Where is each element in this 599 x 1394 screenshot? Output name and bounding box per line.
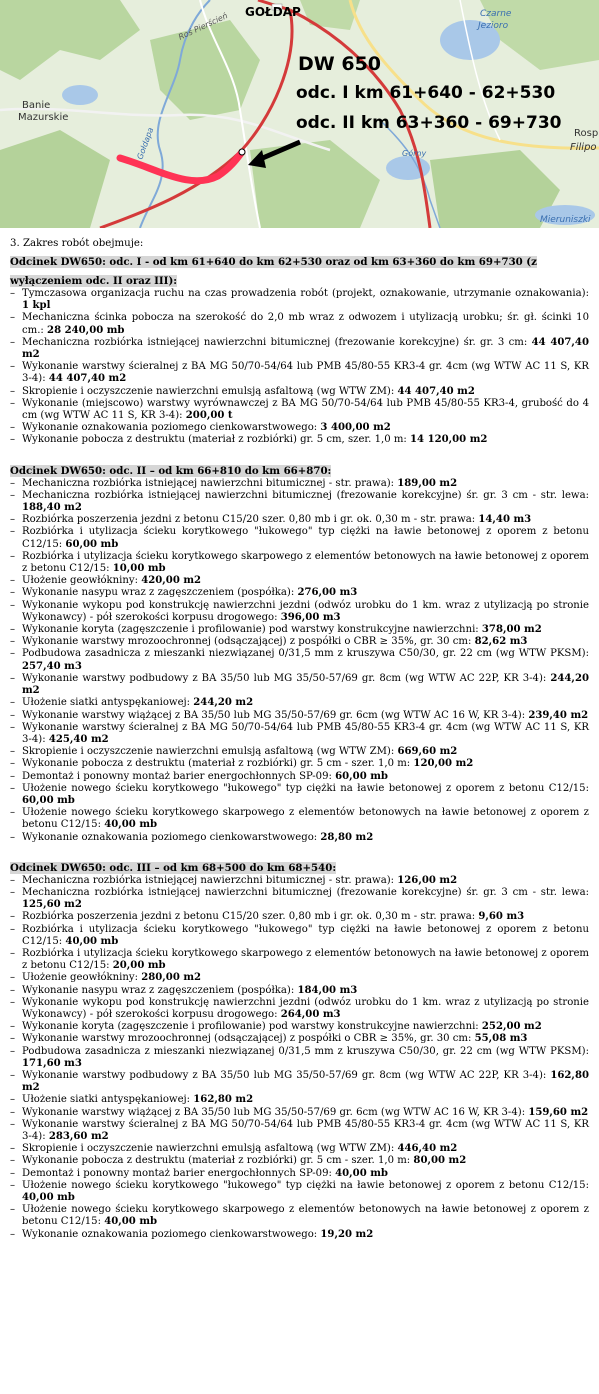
map-graphic — [0, 0, 599, 228]
work-item — [10, 600, 589, 624]
work-item-description: Wykonanie (miejscowo) warstwy wyrównawczej z BA MG 50/70-54/64 lub PMB 45/80-55 KR3-4, grubość do 4 cm (wg WTW AC 11 S, KR 3-4): — [22, 397, 589, 422]
work-item-quantity: 44 407,40 m2 — [22, 336, 589, 361]
work-item-description: Ułożenie nowego ścieku korytkowego "łukowego" typ ciężki na ławie betonowej z oporem z betonu C12/15: — [22, 782, 589, 794]
work-item-quantity: 28,80 m2 — [320, 831, 374, 843]
work-item-description: Wykonanie pobocza z destruktu (materiał z rozbiórki) gr. 5 cm - szer. 1,0 m: — [22, 758, 414, 770]
callout-section-2: odc. II km 63+360 - 69+730 — [296, 113, 562, 133]
work-item — [10, 526, 589, 550]
work-item — [10, 948, 589, 972]
section-title-wrap — [10, 856, 589, 875]
work-item-description: Wykonanie oznakowania poziomego cienkowarstwowego: — [22, 422, 321, 434]
work-item-description: Ułożenie nowego ścieku korytkowego skarpowego z elementów betonowych na ławie betonowej z oporem z betonu C12/15: — [22, 1204, 589, 1228]
work-item — [10, 911, 589, 923]
work-item-description: Mechaniczna rozbiórka istniejącej nawierzchni bitumicznej - str. prawa): — [22, 477, 398, 489]
work-item — [10, 648, 589, 672]
work-item — [10, 1094, 589, 1106]
work-item-description: Rozbiórka i utylizacja ścieku korytkowego skarpowego z elementów betonowych na ławie betonowej z oporem z betonu C12/15: — [22, 550, 589, 575]
work-item-quantity: 162,80 m2 — [22, 1069, 589, 1094]
work-item — [10, 1180, 589, 1204]
work-item-description: Wykonanie oznakowania poziomego cienkowarstwowego: — [22, 1228, 321, 1240]
work-item-quantity: 19,20 m2 — [320, 1228, 374, 1240]
work-item-quantity: 252,00 m2 — [481, 1021, 542, 1033]
map-label-jezioro: Jezioro — [478, 21, 509, 31]
work-item — [10, 722, 589, 746]
work-item-quantity: 200,00 t — [185, 410, 233, 422]
map-label-mieruniszki: Mieruniszki — [540, 215, 591, 225]
callout-road-name: DW 650 — [298, 53, 382, 75]
work-item-description: Ułożenie geowłókniny: — [22, 575, 142, 587]
work-item-quantity: 10,00 mb — [112, 563, 166, 575]
work-item-description: Wykonanie warstwy podbudowy z BA 35/50 lub MG 35/50-57/69 gr. 8cm (wg WTW AC 22P, KR 3-4): — [22, 1069, 551, 1081]
work-item — [10, 490, 589, 514]
work-item — [10, 710, 589, 722]
work-item-quantity: 239,40 m2 — [528, 709, 589, 721]
work-item — [10, 1229, 589, 1241]
work-item — [10, 807, 589, 831]
work-item-description: Wykonanie warstwy ścieralnej z BA MG 50/70-54/64 lub PMB 45/80-55 KR3-4 gr. 4cm (wg WTW AC 11 S, KR 3-4): — [22, 721, 589, 745]
scope-heading: 3. Zakres robót obejmuje: — [10, 238, 144, 249]
map-label-goldap: GOŁDAP — [245, 5, 301, 19]
work-item-description: Wykonanie koryta (zagęszczenie i profilowanie) pod warstwy konstrukcyjne nawierzchni: — [22, 624, 482, 636]
work-item-quantity: 80,00 m2 — [413, 1155, 467, 1167]
work-item — [10, 997, 589, 1021]
section-gap — [10, 844, 589, 856]
work-item — [10, 398, 589, 422]
sections-container — [10, 250, 589, 1241]
work-item-description: Wykonanie warstwy mrozoochronnej (odsączającej) z pospółki o CBR ≥ 35%, gr. 30 cm: — [22, 1033, 475, 1045]
work-item-description: Wykonanie warstwy wiążącej z BA 35/50 lub MG 35/50-57/69 gr. 6cm (wg WTW AC 16 W, KR 3-4): — [22, 1106, 529, 1118]
work-item-quantity: 126,00 m2 — [397, 874, 458, 886]
work-item-quantity: 283,60 m2 — [48, 1131, 109, 1142]
work-item-description: Ułożenie geowłókniny: — [22, 972, 142, 984]
work-item — [10, 386, 589, 398]
work-item-quantity: 44 407,40 m2 — [48, 373, 127, 385]
work-item — [10, 422, 589, 434]
work-item-description: Wykonanie warstwy mrozoochronnej (odsączającej) z pospółki o CBR ≥ 35%, gr. 30 cm: — [22, 636, 475, 648]
map-label-road: Roś Pierścień — [177, 11, 230, 42]
work-item-quantity: 40,00 mb — [65, 935, 119, 947]
map-label-czarne: Czarne — [480, 9, 512, 19]
work-item — [10, 1155, 589, 1167]
work-item-quantity: 20,00 mb — [112, 960, 166, 972]
work-item-quantity: 14 120,00 m2 — [410, 434, 488, 446]
work-item-quantity: 120,00 m2 — [413, 758, 474, 770]
map-label-gorny: Górny — [402, 149, 427, 158]
work-item — [10, 697, 589, 709]
work-items-list — [10, 288, 589, 447]
work-item-quantity: 55,08 m3 — [474, 1033, 528, 1045]
work-item-quantity: 669,60 m2 — [397, 746, 458, 758]
work-item-quantity: 125,60 m2 — [22, 899, 82, 911]
work-item-description: Mechaniczna rozbiórka istniejącej nawierzchni bitumicznej (frezowanie korekcyjne) śr. gr. 3 cm: — [22, 336, 532, 348]
work-item-description: Ułożenie nowego ścieku korytkowego skarpowego z elementów betonowych na ławie betonowej z oporem z betonu C12/15: — [22, 807, 589, 831]
work-item — [10, 972, 589, 984]
work-item — [10, 1143, 589, 1155]
work-item-quantity: 264,00 m3 — [280, 1008, 341, 1020]
work-item — [10, 783, 589, 807]
work-item-description: Mechaniczna rozbiórka istniejącej nawierzchni bitumicznej (frezowanie korekcyjne) śr. gr. 3 cm - str. lewa: — [22, 886, 589, 898]
work-item-quantity: 446,40 m2 — [397, 1143, 458, 1155]
work-item-description: Mechaniczna rozbiórka istniejącej nawierzchni bitumicznej (frezowanie korekcyjne) śr. gr. 3 cm - str. lewa: — [22, 489, 589, 501]
work-item-description: Skropienie i oczyszczenie nawierzchni emulsją asfaltową (wg WTW ZM): — [22, 1143, 398, 1155]
work-item-quantity: 82,62 m3 — [474, 636, 528, 648]
work-item-quantity: 280,00 m2 — [141, 972, 202, 984]
work-item-quantity: 244,20 m2 — [22, 672, 589, 697]
work-item — [10, 746, 589, 758]
work-item-description: Podbudowa zasadnicza z mieszanki niezwiązanej 0/31,5 mm z kruszywa C50/30, gr. 22 cm (wg WTW PKSM): — [22, 648, 589, 660]
work-item-quantity: 171,60 m3 — [22, 1057, 82, 1069]
section-title: Odcinek DW650: odc. II – od km 66+810 do km 66+870: — [10, 464, 332, 477]
work-item-description: Rozbiórka i utylizacja ścieku korytkowego "łukowego" typ ciężki na ławie betonowej z oporem z betonu C12/15: — [22, 923, 589, 947]
work-item — [10, 985, 589, 997]
map-label-mazurskie: Mazurskie — [18, 112, 69, 123]
work-item-description: Tymczasowa organizacja ruchu na czas prowadzenia robót (projekt, oznakowanie, utrzymanie oznakowania): — [22, 288, 589, 299]
work-item-quantity: 159,60 m2 — [528, 1106, 589, 1118]
work-item-description: Wykonanie oznakowania poziomego cienkowarstwowego: — [22, 831, 321, 843]
work-item — [10, 1168, 589, 1180]
work-item-description: Rozbiórka i utylizacja ścieku korytkowego "łukowego" typ ciężki na ławie betonowej z oporem z betonu C12/15: — [22, 526, 589, 550]
work-item-quantity: 162,80 m2 — [193, 1094, 254, 1106]
work-item-quantity: 184,00 m3 — [297, 984, 358, 996]
work-item-quantity: 244,20 m2 — [193, 697, 254, 709]
work-item-description: Mechaniczna ścinka pobocza na szerokość do 2,0 mb wraz z odwozem i utylizacją urobku; śr. gł. ścinki 10 cm.: — [22, 312, 589, 336]
work-item-quantity: 44 407,40 m2 — [397, 385, 475, 397]
work-item-description: Podbudowa zasadnicza z mieszanki niezwiązanej 0/31,5 mm z kruszywa C50/30, gr. 22 cm (wg WTW PKSM): — [22, 1045, 589, 1057]
map-label-filipo: Filipo — [570, 142, 597, 153]
work-item — [10, 771, 589, 783]
work-item — [10, 288, 589, 312]
work-item-quantity: 3 400,00 m2 — [320, 422, 391, 434]
work-item-description: Ułożenie siatki antyspękaniowej: — [22, 1094, 194, 1106]
work-item-description: Demontaż i ponowny montaż barier energochłonnych SP-09: — [22, 1167, 336, 1179]
work-item-description: Wykonanie warstwy podbudowy z BA 35/50 lub MG 35/50-57/69 gr. 8cm (wg WTW AC 22P, KR 3-4): — [22, 672, 551, 684]
document-body — [0, 238, 599, 1241]
work-item — [10, 1119, 589, 1143]
work-item-description: Wykonanie warstwy ścieralnej z BA MG 50/70-54/64 lub PMB 45/80-55 KR3-4 gr. 4cm (wg WTW AC 11 S, KR 3-4): — [22, 1118, 589, 1142]
work-items-list — [10, 478, 589, 844]
work-item-quantity: 276,00 m3 — [297, 587, 358, 599]
work-item — [10, 587, 589, 599]
work-item — [10, 1070, 589, 1094]
work-item-quantity: 188,40 m2 — [22, 502, 82, 514]
work-item-description: Wykonanie pobocza z destruktu (materiał z rozbiórki) gr. 5 cm, szer. 1,0 m: — [22, 434, 411, 446]
work-item-quantity: 420,00 m2 — [141, 575, 202, 587]
work-item-quantity: 60,00 mb — [22, 794, 75, 806]
work-item-quantity: 40,00 mb — [104, 819, 158, 831]
work-item — [10, 1107, 589, 1119]
work-item-quantity: 40,00 mb — [335, 1167, 388, 1179]
map-label-rosp: Rosp — [574, 128, 599, 139]
work-item — [10, 434, 589, 446]
work-item-description: Demontaż i ponowny montaż barier energochłonnych SP-09: — [22, 770, 336, 782]
work-item-description: Wykonanie koryta (zagęszczenie i profilowanie) pod warstwy konstrukcyjne nawierzchni: — [22, 1021, 482, 1033]
work-item-description: Mechaniczna rozbiórka istniejącej nawierzchni bitumicznej - str. prawa): — [22, 874, 398, 886]
section-title-wrap — [10, 250, 589, 288]
work-item-quantity: 378,00 m2 — [481, 624, 542, 636]
callout-section-1: odc. I km 61+640 - 62+530 — [296, 83, 556, 103]
work-item — [10, 514, 589, 526]
work-item — [10, 361, 589, 385]
work-item — [10, 1033, 589, 1045]
work-item-description: Ułożenie siatki antyspękaniowej: — [22, 697, 194, 709]
work-item — [10, 624, 589, 636]
section-gap — [10, 447, 589, 459]
work-item-quantity: 60,00 mb — [65, 538, 119, 550]
work-item-quantity: 60,00 mb — [335, 770, 388, 782]
work-item-quantity: 40,00 mb — [104, 1216, 158, 1228]
work-item — [10, 551, 589, 575]
section-title-wrap — [10, 459, 589, 478]
work-item — [10, 1204, 589, 1228]
work-items-list — [10, 875, 589, 1241]
work-item-quantity: 1 kpl — [22, 300, 51, 312]
work-item-description: Rozbiórka poszerzenia jezdni z betonu C15/20 szer. 0,80 mb i gr. ok. 0,30 m - str. prawa: — [22, 911, 479, 923]
work-item — [10, 636, 589, 648]
work-item-quantity: 40,00 mb — [22, 1192, 75, 1204]
work-item-description: Wykonanie warstwy wiążącej z BA 35/50 lub MG 35/50-57/69 gr. 6cm (wg WTW AC 16 W, KR 3-4): — [22, 709, 529, 721]
map-label-goldapa: Gołdapa — [135, 126, 156, 161]
work-item-description: Wykonanie warstwy ścieralnej z BA MG 50/70-54/64 lub PMB 45/80-55 KR3-4 gr. 4cm (wg WTW AC 11 S, KR 3-4): — [22, 361, 589, 385]
work-item-description: Wykonanie wykopu pod konstrukcję nawierzchni jezdni (odwóz urobku do 1 km. wraz z utylizacją po stronie Wykonawcy) - pół szerokości korpusu drogowego: — [22, 996, 589, 1020]
work-item-quantity: 257,40 m3 — [22, 660, 82, 672]
work-item-description: Skropienie i oczyszczenie nawierzchni emulsją asfaltową (wg WTW ZM): — [22, 746, 398, 758]
work-item-description: Wykonanie pobocza z destruktu (materiał z rozbiórki) gr. 5 cm - szer. 1,0 m: — [22, 1155, 414, 1167]
work-item-description: Rozbiórka poszerzenia jezdni z betonu C15/20 szer. 0,80 mb i gr. ok. 0,30 m - str. prawa: — [22, 514, 479, 526]
work-item-description: Wykonanie nasypu wraz z zagęszczeniem (pospółka): — [22, 984, 298, 996]
work-item — [10, 875, 589, 887]
work-item — [10, 1046, 589, 1070]
location-map — [0, 0, 599, 228]
work-item-description: Wykonanie nasypu wraz z zagęszczeniem (pospółka): — [22, 587, 298, 599]
section-title: Odcinek DW650: odc. I - od km 61+640 do km 62+530 oraz od km 63+360 do km 69+730 (z wyłączeniem odc. II oraz III): — [10, 256, 537, 287]
work-item-quantity: 189,00 m2 — [397, 477, 458, 489]
work-item-description: Wykonanie wykopu pod konstrukcję nawierzchni jezdni (odwóz urobku do 1 km. wraz z utylizacją po stronie Wykonawcy) - pół szerokości korpusu drogowego: — [22, 599, 589, 623]
work-item-quantity: 14,40 m3 — [478, 514, 532, 526]
work-item — [10, 312, 589, 336]
work-item — [10, 832, 589, 844]
work-item — [10, 478, 589, 490]
work-item — [10, 673, 589, 697]
work-item — [10, 1021, 589, 1033]
work-item — [10, 887, 589, 911]
work-item-quantity: 396,00 m3 — [280, 611, 341, 623]
work-item-quantity: 9,60 m3 — [478, 911, 525, 923]
map-label-banie: Banie — [22, 100, 51, 111]
work-item — [10, 337, 589, 361]
work-item — [10, 575, 589, 587]
work-item — [10, 758, 589, 770]
work-item-quantity: 425,40 m2 — [48, 733, 109, 745]
work-item-description: Ułożenie nowego ścieku korytkowego "łukowego" typ ciężki na ławie betonowej z oporem z betonu C12/15: — [22, 1179, 589, 1191]
work-item-quantity: 28 240,00 mb — [47, 324, 125, 336]
section-title: Odcinek DW650: odc. III – od km 68+500 do km 68+540: — [10, 861, 337, 874]
work-item-description: Skropienie i oczyszczenie nawierzchni emulsją asfaltową (wg WTW ZM): — [22, 385, 398, 397]
work-item — [10, 924, 589, 948]
work-item-description: Rozbiórka i utylizacja ścieku korytkowego skarpowego z elementów betonowych na ławie betonowej z oporem z betonu C12/15: — [22, 947, 589, 972]
